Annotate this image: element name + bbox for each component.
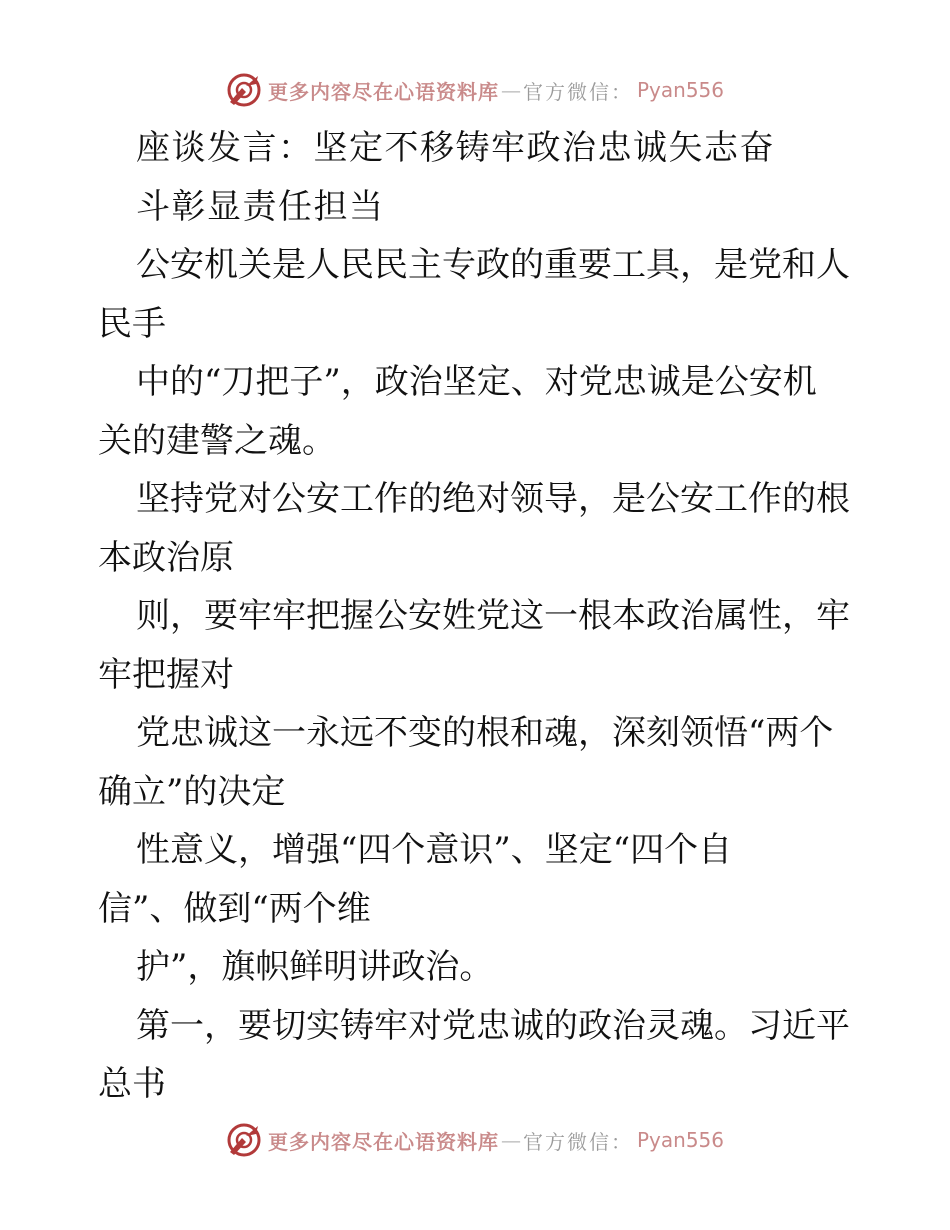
watermark-brand: 更多内容尽在心语资料库 xyxy=(267,79,499,104)
paragraph-line: 坚持党对公安工作的绝对领导，是公安工作的根 xyxy=(136,479,850,519)
footer-watermark xyxy=(0,1118,950,1162)
paragraph-line: 则，要牢牢把握公安姓党这一根本政治属性，牢 xyxy=(136,596,850,636)
document-title-line-1: 座谈发言：坚定不移铸牢政治忠诚矢志奋 xyxy=(136,128,775,168)
watermark-official-label: 官方微信： xyxy=(522,1129,633,1154)
paragraph-line: 公安机关是人民民主专政的重要工具，是党和人 xyxy=(136,245,850,285)
document-title-line-2: 斗彰显责任担当 xyxy=(136,186,385,227)
watermark-wechat-id: Pyan556 xyxy=(636,78,724,102)
document-body xyxy=(98,124,858,1119)
watermark-dash: — xyxy=(500,1128,521,1152)
watermark-dash: — xyxy=(500,78,521,102)
paragraph-line: 中的“刀把子”，政治坚定、对党忠诚是公安机 xyxy=(136,362,817,402)
paragraph-line: 总书 xyxy=(98,1064,166,1104)
library-logo-icon xyxy=(226,72,262,108)
paragraph-line: 民手 xyxy=(98,303,166,344)
paragraph-line: 牢把握对 xyxy=(98,654,234,695)
paragraph-line: 本政治原 xyxy=(98,537,234,578)
watermark-wechat-id: Pyan556 xyxy=(636,1128,724,1152)
paragraph-line: 党忠诚这一永远不变的根和魂，深刻领悟“两个 xyxy=(136,713,834,753)
library-logo-icon xyxy=(226,1122,262,1158)
paragraph-line: 性意义，增强“四个意识”、坚定“四个自 xyxy=(136,830,733,870)
watermark-official-label: 官方微信： xyxy=(522,79,633,104)
paragraph-line: 信”、做到“两个维 xyxy=(98,888,371,929)
paragraph-line: 护”，旗帜鲜明讲政治。 xyxy=(136,947,494,987)
paragraph-line: 第一，要切实铸牢对党忠诚的政治灵魂。习近平 xyxy=(136,1005,850,1046)
watermark-brand: 更多内容尽在心语资料库 xyxy=(267,1129,499,1154)
paragraph-line: 关的建警之魂。 xyxy=(98,420,336,461)
paragraph-line: 确立”的决定 xyxy=(98,771,286,812)
header-watermark xyxy=(0,68,950,112)
